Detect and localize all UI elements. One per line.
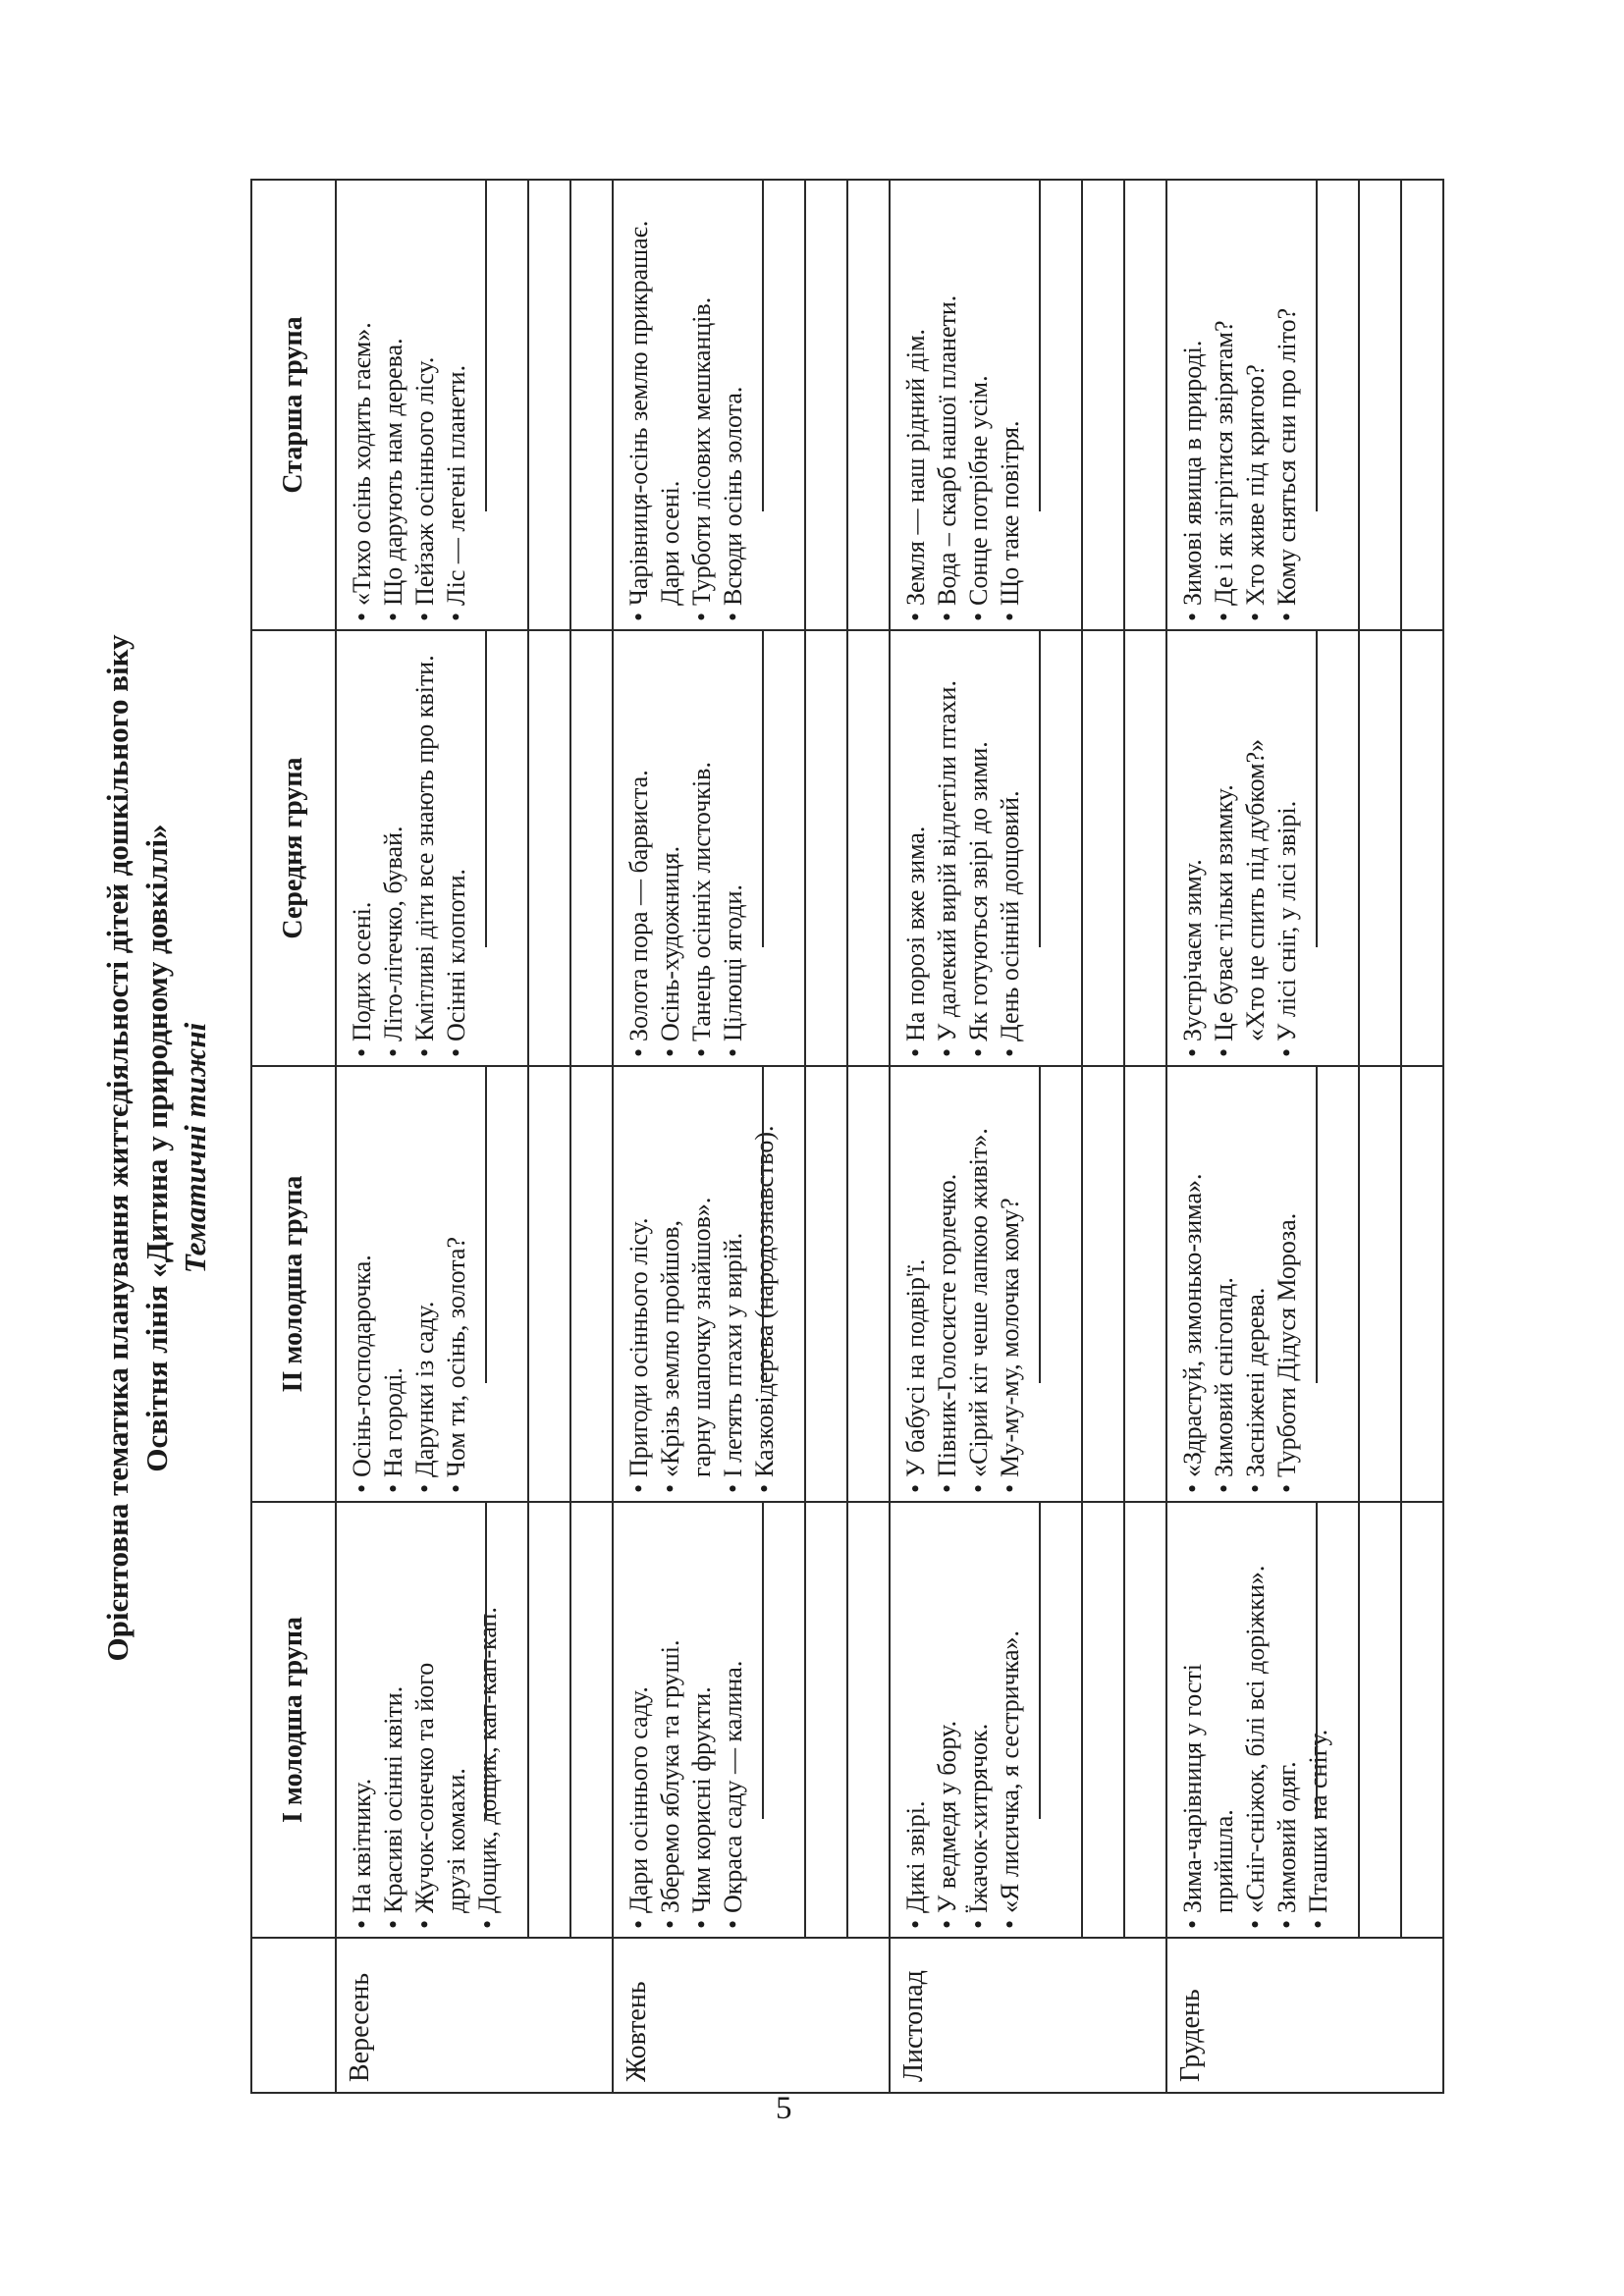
blank-writing-line [569,631,612,1065]
blank-writing-line [527,1503,569,1937]
blank-writing-line [1316,1067,1358,1383]
topic-item: • Зима-чарівниця у гості [1177,1511,1209,1929]
topic-cell [336,1066,613,1502]
blank-writing-line [1400,631,1442,1065]
blank-writing-line [762,1067,804,1383]
topic-item: • Пташки на снігу. [1303,1511,1334,1929]
topic-item: • Дари осіннього саду. [623,1511,655,1929]
writing-lines [485,1067,612,1501]
writing-lines [1316,631,1442,1065]
blank-writing-line [1039,631,1081,947]
topic-item: • «Крізь землю пройшов, [655,1075,686,1493]
topic-item: • «Я лисичка, я сестричка». [995,1511,1026,1929]
table-row [613,180,890,2093]
topic-item: друзі комахи. [442,1768,470,1913]
blank-writing-line [485,1503,527,1819]
topic-cell-content [337,1067,612,1501]
blank-writing-line [485,1067,527,1383]
topic-item: • Зимові явища в природі. [1177,188,1209,621]
topic-item: • Казковідерева (народознавство). [749,1075,781,1493]
blank-writing-line [1316,631,1358,947]
page-subtitle: Освітня лінія «Дитина у природному довкіллі» [139,824,174,1472]
topic-item: • Засніжені дерева. [1240,1075,1272,1493]
writing-lines [762,631,889,1065]
page-title: Орієнтовна тематика планування життєдіяльності дітей дошкільного віку [100,634,135,1662]
blank-writing-line [1123,1503,1165,1937]
blank-writing-line [846,1503,889,1937]
writing-lines [762,1067,889,1501]
topic-item: • Зимовий одяг. [1272,1511,1303,1929]
blank-writing-line [1316,1503,1358,1819]
topic-item: • Що дарують нам дерева. [378,188,409,621]
topic-item: • Зустрічаєм зиму. [1177,639,1209,1057]
writing-lines [1039,181,1165,629]
topic-cell-content [1167,1067,1442,1501]
blank-writing-line [1358,181,1400,629]
blank-writing-line [1039,1503,1081,1819]
topic-list [900,1511,1026,1929]
writing-lines [1039,631,1165,1065]
month-cell: Жовтень [613,1938,890,2093]
topic-cell [336,1502,613,1938]
topic-item: • Це буває тільки взимку. [1209,639,1240,1057]
topic-item: • Зберемо яблука та груші. [655,1511,686,1929]
topic-item: • «Здрастуй, зимонько-зима». [1177,1075,1209,1493]
topic-cell [890,1502,1166,1938]
blank-writing-line [569,1503,612,1937]
topic-cell-content [614,181,889,629]
topic-item: • У далекий вирій відлетіли птахи. [932,639,963,1057]
topic-item: гарну шапочку знайшов». [687,1197,716,1477]
topic-cell [336,180,613,630]
thematic-plan-table [250,179,1444,2094]
blank-writing-line [527,631,569,1065]
topic-list [347,188,472,621]
blank-writing-line [1123,181,1165,629]
blank-writing-line [1123,631,1165,1065]
topic-item: • Пейзаж осіннього лісу. [409,188,441,621]
blank-writing-line [1400,181,1442,629]
topic-list [1177,1075,1303,1493]
topic-item: • На квітнику. [347,1511,378,1929]
topic-item: • Осінні клопоти. [441,639,472,1057]
header-group-1: I молодша група [251,1502,336,1938]
writing-lines [485,631,612,1065]
topic-cell-content [1167,1503,1442,1937]
topic-cell [1166,1066,1443,1502]
topic-cell [890,630,1166,1066]
topic-item: • «Сірий кіт чеше лапкою живіт». [963,1075,995,1493]
topic-cell-content [337,631,612,1065]
topic-item: • Вода – скарб нашої планети. [932,188,963,621]
blank-writing-line [762,1503,804,1819]
table-row [336,180,613,2093]
topic-cell-content [891,631,1165,1065]
topic-cell-content [891,181,1165,629]
topic-item: • Цілющі ягоди. [718,639,749,1057]
writing-lines [762,181,889,629]
topic-cell [613,630,890,1066]
blank-writing-line [846,181,889,629]
topic-item: • Дарунки із саду. [409,1075,441,1493]
blank-writing-line [1081,181,1123,629]
topic-list [900,188,1026,621]
blank-writing-line [527,181,569,629]
topic-list [623,1511,749,1929]
blank-writing-line [804,631,846,1065]
topic-item: • На городі. [378,1075,409,1493]
topic-item: • На порозі вже зима. [900,639,932,1057]
blank-writing-line [569,181,612,629]
table-header-row [251,180,336,2093]
topic-item: • «Сніг-сніжок, білі всі доріжки». [1240,1511,1272,1929]
blank-writing-line [1081,631,1123,1065]
topic-cell [1166,180,1443,630]
blank-writing-line [762,631,804,947]
topic-list [1177,639,1303,1057]
topic-item: • «Тихо осінь ходить гаєм». [347,188,378,621]
topic-item: • Турботи лісових мешканців. [686,188,718,621]
topic-item: • І летять птахи у вирій. [718,1075,749,1493]
blank-writing-line [1400,1067,1442,1501]
topic-item: • Зимовий снігопад. [1209,1075,1240,1493]
topic-item: • Як готуються звірі до зими. [963,639,995,1057]
topic-cell [613,1066,890,1502]
topic-list [1177,1511,1334,1929]
topic-item: • Подих осені. [347,639,378,1057]
writing-lines [762,1503,889,1937]
topic-item: • Сонце потрібне усім. [963,188,995,621]
topic-item: • Танець осінніх листочків. [686,639,718,1057]
blank-writing-line [1123,1067,1165,1501]
blank-writing-line [1081,1503,1123,1937]
page-number: 5 [776,2091,792,2126]
month-cell: Вересень [336,1938,613,2093]
month-cell: Листопад [890,1938,1166,2093]
topic-item: • Чим корисні фрукти. [686,1511,718,1929]
blank-writing-line [1358,1503,1400,1937]
topic-cell [336,630,613,1066]
blank-writing-line [1039,1067,1081,1383]
topic-cell-content [337,1503,612,1937]
topic-item: • Кмітливі діти все знають про квіти. [409,639,441,1057]
topic-item: • Що таке повітря. [995,188,1026,621]
blank-writing-line [569,1067,612,1501]
topic-list [1177,188,1303,621]
topic-cell-content [337,181,612,629]
topic-item: • Золота пора — барвиста. [623,639,655,1057]
topic-cell-content [614,1067,889,1501]
header-month [251,1938,336,2093]
blank-writing-line [804,181,846,629]
blank-writing-line [846,1067,889,1501]
topic-cell-content [614,631,889,1065]
blank-writing-line [1358,631,1400,1065]
topic-item: • У лісі сніг, у лісі звірі. [1272,639,1303,1057]
topic-item: • Де і як зігрітися звірятам? [1209,188,1240,621]
blank-writing-line [485,631,527,947]
topic-item: • Окраса саду — калина. [718,1511,749,1929]
topic-list [347,1075,472,1493]
topic-item: • Дощик, дощик, кап-кап-кап. [472,1511,504,1929]
topic-item: • Всюди осінь золота. [718,188,749,621]
writing-lines [1039,1067,1165,1501]
topic-item: «Хто це спить під дубком?» [1241,738,1270,1041]
blank-writing-line [1039,181,1081,511]
topic-item: • Земля — наш рідний дім. [900,188,932,621]
topic-item: • Жучок-сонечко та його [409,1511,441,1929]
writing-lines [1316,1503,1442,1937]
topic-cell-content [891,1503,1165,1937]
topic-cell-content [1167,181,1442,629]
blank-writing-line [1358,1067,1400,1501]
topic-cell [890,180,1166,630]
blank-writing-line [762,181,804,511]
topic-list [347,1511,504,1929]
topic-item: • Чом ти, осінь, золота? [441,1075,472,1493]
blank-writing-line [846,631,889,1065]
topic-item: • Літо-літечко, бувай. [378,639,409,1057]
blank-writing-line [1400,1503,1442,1937]
topic-item: прийшла. [1210,1809,1238,1913]
topic-list [623,188,749,621]
topic-item: • Осінь-художниця. [655,639,686,1057]
topic-list [623,1075,781,1493]
page-subheading: Тематичні тижні [178,1022,212,1274]
topic-list [900,1075,1026,1493]
topic-item: • Кому сняться сни про літо? [1272,188,1303,621]
writing-lines [1316,1067,1442,1501]
table-row [1166,180,1443,2093]
topic-item: • У ведмедя у бору. [932,1511,963,1929]
header-group-2: II молодша група [251,1066,336,1502]
blank-writing-line [1316,181,1358,511]
topic-item: • Дикі звірі. [900,1511,932,1929]
topic-item: • Чарівниця-осінь землю прикрашає. [623,188,655,621]
topic-item: • День осінній дощовий. [995,639,1026,1057]
topic-item: • Турботи Дідуся Мороза. [1272,1075,1303,1493]
topic-item: • Ліс — легені планети. [441,188,472,621]
writing-lines [1039,1503,1165,1937]
topic-list [347,639,472,1057]
topic-item: • Му-му-му, молочка кому? [995,1075,1026,1493]
blank-writing-line [1081,1067,1123,1501]
topic-cell [1166,1502,1443,1938]
topic-cell-content [891,1067,1165,1501]
topic-item: • Красиві осінні квіти. [378,1511,409,1929]
topic-cell [613,1502,890,1938]
header-group-4: Старша група [251,180,336,630]
topic-item: • Півник-Голосисте горлечко. [932,1075,963,1493]
topic-cell [613,180,890,630]
topic-cell-content [1167,631,1442,1065]
topic-item: • Осінь-господарочка. [347,1075,378,1493]
topic-item: • Пригоди осіннього лісу. [623,1075,655,1493]
blank-writing-line [527,1067,569,1501]
topic-list [623,639,749,1057]
topic-cell-content [614,1503,889,1937]
blank-writing-line [485,181,527,511]
topic-item: • Хто живе під кригою? [1240,188,1272,621]
blank-writing-line [804,1067,846,1501]
topic-cell [1166,630,1443,1066]
topic-list [900,639,1026,1057]
writing-lines [485,1503,612,1937]
topic-item: • Їжачок-хитрячок. [963,1511,995,1929]
writing-lines [1316,181,1442,629]
header-group-3: Середня група [251,630,336,1066]
topic-cell [890,1066,1166,1502]
table-body [336,180,1443,2093]
topic-item: Дари осені. [656,480,684,606]
writing-lines [485,181,612,629]
topic-item: • У бабусі на подвір'ї. [900,1075,932,1493]
blank-writing-line [804,1503,846,1937]
table-row [890,180,1166,2093]
month-cell: Грудень [1166,1938,1443,2093]
